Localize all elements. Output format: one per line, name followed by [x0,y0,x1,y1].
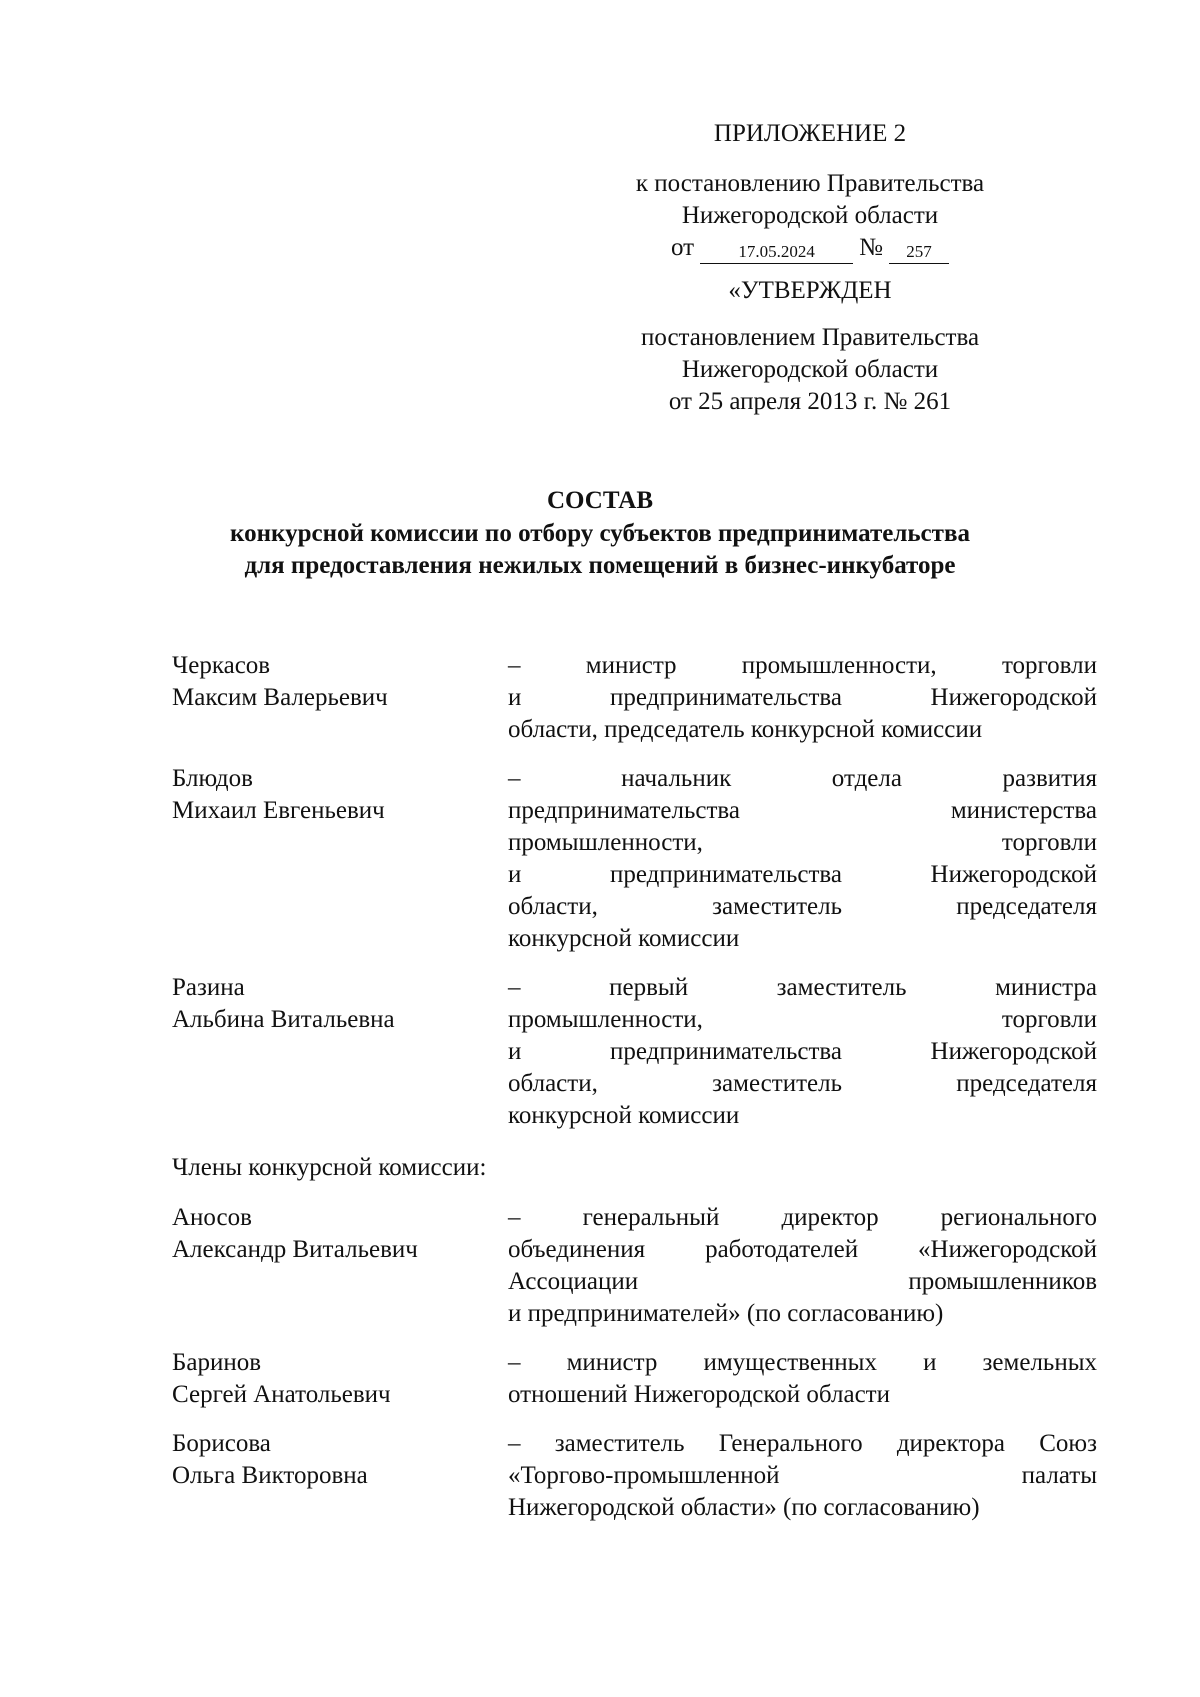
approved-line-3: от 25 апреля 2013 г. № 261 [668,388,952,415]
member-row [172,1347,1097,1411]
number-sign: № [859,234,883,261]
role-line: и предпринимательства Нижегородской [508,1038,1097,1065]
reference-line-1: к постановлению Правительства [635,170,985,197]
member-surname: Аносов [172,1204,252,1231]
role-line: области, заместитель председателя [508,893,1097,920]
member-surname: Борисова [172,1430,271,1457]
member-given-names: Альбина Витальевна [172,1006,395,1033]
role-line: – начальник отдела развития [508,765,1097,792]
role-line: промышленности, торговли [508,1006,1097,1033]
role-line: Ассоциации промышленников [508,1268,1097,1295]
role-line: «Торгово-промышленной палаты [508,1462,1097,1489]
commission-list [172,650,1097,1541]
member-given-names: Сергей Анатольевич [172,1381,391,1408]
member-row [172,1428,1097,1524]
role-line: промышленности, торговли [508,829,1097,856]
role-line: объединения работодателей «Нижегородской [508,1236,1097,1263]
approved-line-1: постановлением Правительства [640,324,980,351]
member-row [172,763,1097,955]
role-line: – министр имущественных и земельных [508,1349,1097,1376]
leadership-list [172,650,1097,1132]
member-given-names: Александр Витальевич [172,1236,418,1263]
member-name [172,763,508,955]
document-title [0,484,1200,582]
member-role [508,1347,1097,1411]
member-surname: Баринов [172,1349,262,1376]
reference-from-label: от [671,234,695,261]
member-name [172,1428,508,1524]
title-line-3: для предоставления нежилых помещений в бизнес-инкубаторе [244,552,956,579]
role-line: отношений Нижегородской области [508,1381,890,1408]
role-line: – заместитель Генерального директора Союз [508,1430,1097,1457]
role-line: конкурсной комиссии [508,1102,740,1129]
role-line: – министр промышленности, торговли [508,652,1097,679]
member-name [172,1347,508,1411]
role-line: и предпринимателей» (по согласованию) [508,1300,944,1327]
title-line-1: СОСТАВ [546,487,654,514]
role-line: и предпринимательства Нижегородской [508,861,1097,888]
member-given-names: Максим Валерьевич [172,684,388,711]
role-line: и предпринимательства Нижегородской [508,684,1097,711]
member-role [508,763,1097,955]
reference-date: 17.05.2024 [700,241,853,264]
approved-line-2: Нижегородской области [681,356,939,383]
member-name [172,972,508,1132]
role-line: области, председатель конкурсной комиссии [508,716,983,743]
member-row [172,972,1097,1132]
role-line: области, заместитель председателя [508,1070,1097,1097]
member-row [172,1202,1097,1330]
reference-number: 257 [889,241,949,264]
role-line: Нижегородской области» (по согласованию) [508,1494,980,1521]
member-name [172,650,508,746]
member-given-names: Михаил Евгеньевич [172,797,385,824]
approved-reference [590,322,1030,418]
member-role [508,650,1097,746]
role-line: – первый заместитель министра [508,974,1097,1001]
role-line: конкурсной комиссии [508,925,740,952]
reference-date-line [590,232,1030,264]
member-surname: Блюдов [172,765,253,792]
member-role [508,1202,1097,1330]
role-line: предпринимательства министерства [508,797,1097,824]
member-role [508,1428,1097,1524]
approved-title: «УТВЕРЖДЕН [728,277,892,304]
member-role [508,972,1097,1132]
appendix-title: ПРИЛОЖЕНИЕ 2 [713,120,907,147]
member-name [172,1202,508,1330]
reference-line-2: Нижегородской области [681,202,939,229]
role-line: – генеральный директор регионального [508,1204,1097,1231]
resolution-reference [590,168,1030,264]
member-row [172,650,1097,746]
member-surname: Черкасов [172,652,271,679]
members-list [172,1202,1097,1524]
member-given-names: Ольга Викторовна [172,1462,368,1489]
member-surname: Разина [172,974,245,1001]
title-line-2: конкурсной комиссии по отбору субъектов предпринимательства [230,520,970,547]
members-label: Члены конкурсной комиссии: [172,1154,487,1181]
